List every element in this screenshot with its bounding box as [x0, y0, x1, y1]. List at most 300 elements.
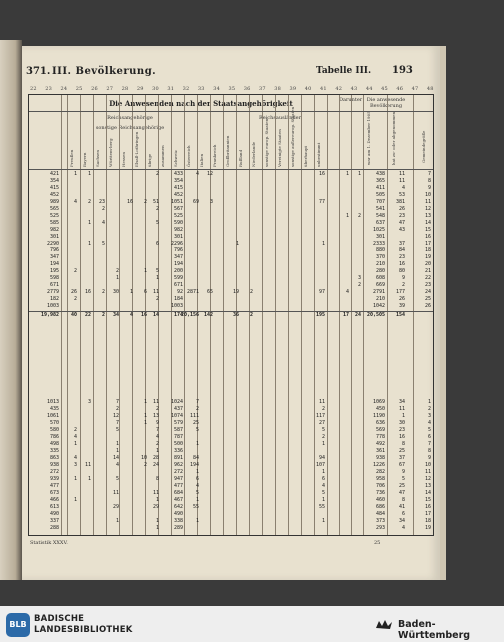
table-cell: 22: [84, 312, 91, 318]
table-cell: 580: [49, 427, 59, 433]
table-cell: 338: [173, 518, 183, 524]
table-cell: 1: [321, 240, 325, 247]
table-cell: 97: [318, 289, 325, 296]
right-sub-change: hat zu- oder abgenommen: [391, 111, 396, 165]
table-cell: 16: [126, 198, 133, 205]
section-title: III. Bevölkerung.: [52, 66, 157, 77]
table-cell: 863: [49, 455, 59, 461]
table-cell: 1: [235, 240, 239, 247]
table-cell: 525: [173, 212, 183, 219]
column-number: 35: [228, 86, 236, 92]
table-cell: 7: [115, 399, 119, 405]
table-cell: 15: [424, 226, 431, 233]
column-label: Elsaß-Lothringen: [134, 131, 139, 167]
table-cell: 1: [143, 420, 147, 426]
table-cell: 4: [155, 434, 159, 440]
table-cell: 174: [173, 312, 183, 318]
table-cell: 2: [155, 441, 159, 447]
table-cell: 55: [192, 504, 199, 510]
table-cell: 1: [155, 518, 159, 524]
table-cell: 19: [424, 525, 431, 531]
table-cell: 8: [427, 177, 431, 184]
table-cell: 590: [173, 219, 183, 226]
table-cell: 26: [398, 205, 405, 212]
column-number: 38: [274, 86, 282, 92]
table-cell: 891: [173, 455, 183, 461]
table-cell: 1: [143, 399, 147, 405]
table-cell: 182: [49, 296, 59, 303]
table-cell: 23: [424, 282, 431, 289]
table-cell: 2: [249, 289, 253, 296]
table-cell: 938: [49, 462, 59, 468]
table-cell: 1: [73, 171, 77, 177]
table-row: [29, 296, 433, 303]
table-cell: 498: [49, 441, 59, 447]
table-cell: 23: [398, 254, 405, 261]
table-cell: 5: [195, 490, 199, 496]
table-cell: 6: [195, 476, 199, 482]
table-cell: 8: [155, 476, 159, 482]
column-label: Schweiz: [173, 150, 178, 167]
table-cell: 347: [173, 254, 183, 261]
table-cell: 29: [152, 504, 159, 510]
table-cell: 36: [232, 312, 239, 318]
table-cell: 4: [73, 455, 77, 461]
table-cell: 9: [401, 275, 405, 282]
table-cell: 9: [427, 455, 431, 461]
table-cell: 1: [357, 171, 361, 177]
table-cell: 2: [155, 406, 159, 412]
table-cell: 34: [398, 518, 405, 524]
table-cell: 2: [155, 205, 159, 212]
book-spine: [0, 40, 22, 580]
table-cell: 2296: [170, 240, 183, 247]
table-cell: 7: [427, 441, 431, 447]
table-cell: 5: [401, 476, 405, 482]
table-cell: 1190: [372, 413, 385, 419]
table-cell: 452: [49, 191, 59, 198]
table-cell: 11: [152, 490, 159, 496]
table-row: [29, 192, 433, 199]
table-cell: 335: [49, 448, 59, 454]
table-cell: 6: [321, 476, 325, 482]
table-cell: 154: [395, 312, 405, 318]
table-cell: 2871: [186, 289, 199, 296]
table-cell: 92: [176, 289, 183, 296]
table-cell: 8: [401, 497, 405, 503]
table-cell: 938: [375, 455, 385, 461]
table-cell: 111: [189, 413, 199, 419]
table-cell: 200: [173, 268, 183, 275]
table-cell: 686: [375, 504, 385, 510]
column-label: übrige: [147, 153, 152, 167]
table-cell: 1226: [372, 462, 385, 468]
page-footer: [30, 540, 430, 546]
table-row: [29, 282, 433, 289]
table-cell: 492: [375, 441, 385, 447]
table-row: [29, 220, 433, 227]
table-cell: 4: [427, 420, 431, 426]
column-number: 32: [182, 86, 190, 92]
table-cell: 142: [203, 312, 213, 318]
table-cell: 24: [424, 289, 431, 296]
table-cell: 548: [375, 212, 385, 219]
table-cell: 30: [398, 420, 405, 426]
table-cell: 2: [357, 282, 361, 289]
table-cell: 2333: [372, 240, 385, 247]
column-number: 29: [136, 86, 144, 92]
table-cell: 2: [87, 198, 91, 205]
table-cell: 5: [427, 427, 431, 433]
table-cell: 706: [375, 483, 385, 489]
table-cell: 778: [375, 434, 385, 440]
table-cell: 18: [424, 247, 431, 254]
column-number-row: [30, 86, 434, 92]
column-number: 46: [396, 86, 404, 92]
table-cell: 2: [101, 205, 105, 212]
column-label: Großbritannien: [225, 135, 230, 167]
table-cell: 585: [49, 219, 59, 226]
table-row: [29, 490, 433, 497]
column-label: Württem-berg: [108, 138, 113, 167]
table-cell: 5: [321, 427, 325, 433]
table-cell: 490: [173, 511, 183, 517]
table-cell: 4: [401, 184, 405, 191]
table-cell: 16: [140, 312, 147, 318]
table-cell: 39: [398, 303, 405, 310]
table-cell: 14: [112, 455, 119, 461]
table-cell: 2: [73, 427, 77, 433]
table-cell: 673: [49, 490, 59, 496]
table-cell: 669: [375, 282, 385, 289]
table-cell: 23: [398, 427, 405, 433]
column-label: Rußland: [238, 149, 243, 167]
table-cell: 1: [87, 476, 91, 482]
column-label: überhaupt: [303, 145, 308, 167]
table-cell: 671: [173, 282, 183, 289]
column-label: Frankreich: [212, 144, 217, 167]
table-cell: 67: [398, 462, 405, 468]
table-cell: 3: [427, 413, 431, 419]
table-cell: 2: [73, 268, 77, 275]
column-number: 37: [258, 86, 266, 92]
table-row: [29, 462, 433, 469]
table-cell: 2: [321, 434, 325, 440]
table-cell: 437: [173, 406, 183, 412]
table-cell: 2: [101, 312, 105, 318]
library-name-line-1: BADISCHE: [34, 614, 85, 624]
table-cell: 736: [375, 490, 385, 496]
table-cell: 1061: [46, 413, 59, 419]
table-cell: 354: [49, 177, 59, 184]
column-label: unbestimmt: [316, 142, 321, 167]
table-cell: 467: [173, 497, 183, 503]
table-cell: 636: [375, 420, 385, 426]
table-row: [29, 213, 433, 220]
table-cell: 796: [49, 247, 59, 254]
table-cell: 336: [173, 448, 183, 454]
table-cell: 411: [375, 184, 385, 191]
table-cell: 570: [49, 420, 59, 426]
table-cell: 11: [398, 406, 405, 412]
table-cell: 1: [115, 275, 119, 282]
table-cell: 288: [49, 525, 59, 531]
table-cell: 1: [401, 413, 405, 419]
column-number: 31: [167, 86, 175, 92]
table-cell: 1: [73, 441, 77, 447]
table-cell: 12: [424, 476, 431, 482]
table-cell: 1003: [170, 303, 183, 310]
table-cell: 107: [315, 462, 325, 468]
table-cell: 51: [152, 198, 159, 205]
table-cell: 2: [401, 282, 405, 289]
table-cell: 671: [49, 282, 59, 289]
table-cell: 4: [73, 198, 77, 205]
column-label: Niederlande: [251, 141, 256, 167]
column-number: 44: [365, 86, 373, 92]
table-cell: 939: [49, 476, 59, 482]
table-cell: 16: [424, 504, 431, 510]
table-cell: 9: [427, 184, 431, 191]
table-cell: 1: [195, 497, 199, 503]
table-cell: 1: [155, 497, 159, 503]
table-cell: 21: [424, 268, 431, 275]
table-cell: 460: [375, 497, 385, 503]
table-cell: 1: [73, 476, 77, 482]
table-cell: 1: [87, 219, 91, 226]
table-cell: 9: [401, 469, 405, 475]
table-cell: 11: [152, 399, 159, 405]
column-number: 23: [45, 86, 53, 92]
table-cell: 34: [398, 399, 405, 405]
column-number: 40: [304, 86, 312, 92]
right-page-edge: [440, 46, 446, 580]
table-cell: 5: [115, 427, 119, 433]
table-cell: 2: [73, 296, 77, 303]
table-cell: 361: [375, 448, 385, 454]
table-cell: 1: [345, 171, 349, 177]
table-row: [29, 427, 433, 434]
table-cell: 608: [375, 275, 385, 282]
table-cell: 1: [345, 212, 349, 219]
table-row: [29, 241, 433, 248]
table-cell: 7: [195, 399, 199, 405]
table-cell: 2: [155, 171, 159, 177]
header-rule-1: [29, 111, 433, 112]
table-cell: 1: [321, 441, 325, 447]
table-cell: 12: [424, 205, 431, 212]
table-cell: 1: [321, 497, 325, 503]
table-cell: 2791: [372, 289, 385, 296]
table-cell: 301: [49, 233, 59, 240]
table-cell: 7: [155, 427, 159, 433]
table-row: [29, 476, 433, 483]
table-cell: 23: [398, 212, 405, 219]
table-cell: 15: [424, 497, 431, 503]
table-cell: 1042: [372, 303, 385, 310]
table-cell: 7: [427, 171, 431, 177]
table-cell: 293: [375, 525, 385, 531]
table-cell: 1: [321, 518, 325, 524]
table-cell: 6: [401, 511, 405, 517]
table-cell: 11: [398, 177, 405, 184]
table-row: [29, 185, 433, 192]
table-cell: 1: [195, 518, 199, 524]
table-cell: 25: [398, 483, 405, 489]
table-cell: 880: [375, 247, 385, 254]
footer-right: 25: [374, 540, 381, 546]
table-cell: 958: [375, 476, 385, 482]
table-row: [29, 518, 433, 525]
table-cell: 301: [173, 233, 183, 240]
table-cell: 787: [173, 434, 183, 440]
table-cell: 2: [115, 406, 119, 412]
table-cell: 354: [173, 177, 183, 184]
sum-rule: [29, 311, 433, 312]
table-row: [29, 455, 433, 462]
table-row: [29, 525, 433, 532]
table-row: [29, 469, 433, 476]
table-cell: 26: [70, 289, 77, 296]
table-cell: 684: [173, 490, 183, 496]
table-cell: 17: [342, 312, 349, 318]
table-cell: 1: [115, 441, 119, 447]
table-cell: 184: [173, 296, 183, 303]
table-row: [29, 234, 433, 241]
table-cell: 3: [73, 462, 77, 468]
table-cell: 484: [375, 511, 385, 517]
table-cell: 9: [155, 420, 159, 426]
table-cell: 466: [49, 497, 59, 503]
table-cell: 2: [115, 268, 119, 275]
column-number: 45: [381, 86, 388, 92]
right-header-population: Die anwesende Bevölkerung: [366, 97, 406, 109]
table-cell: 3: [357, 275, 361, 282]
table-cell: 982: [49, 226, 59, 233]
column-number: 25: [75, 86, 83, 92]
table-cell: 69: [192, 198, 199, 205]
table-cell: 1013: [46, 399, 59, 405]
table-cell: 370: [375, 254, 385, 261]
table-cell: 301: [375, 233, 385, 240]
table-cell: 2290: [46, 240, 59, 247]
table-cell: 8: [427, 448, 431, 454]
table-cell: 1: [143, 413, 147, 419]
column-label: zusammen: [160, 145, 165, 167]
table-row: [29, 497, 433, 504]
table-row: [29, 448, 433, 455]
table-cell: 55: [318, 504, 325, 510]
column-label: Preußen: [69, 149, 74, 167]
table-cell: 2: [357, 212, 361, 219]
table-cell: 1024: [170, 399, 183, 405]
table-cell: 7: [115, 420, 119, 426]
table-cell: 579: [173, 420, 183, 426]
right-header-darunter: Darunter: [339, 97, 363, 103]
table-cell: 11: [152, 289, 159, 296]
table-row: [29, 420, 433, 427]
table-cell: 19: [232, 289, 239, 296]
table-cell: 642: [173, 504, 183, 510]
column-number: 39: [289, 86, 297, 92]
table-cell: 598: [49, 275, 59, 282]
group-ausland: Reichsausländer: [258, 115, 302, 121]
table-cell: 587: [173, 427, 183, 433]
table-cell: 195: [49, 268, 59, 275]
table-cell: 20,505: [366, 312, 385, 318]
page-header: [22, 46, 440, 86]
table-cell: 1069: [372, 399, 385, 405]
table-cell: 80: [398, 268, 405, 275]
column-number: 30: [152, 86, 159, 92]
footer-left: Statistik XXXV.: [30, 540, 68, 546]
table-cell: 34: [112, 312, 119, 318]
table-cell: 2: [143, 462, 147, 468]
column-number: 34: [213, 86, 220, 92]
table-cell: 1: [73, 497, 77, 503]
table-caption: Die Anwesenden nach der Staatsangehörigkeit: [109, 99, 293, 108]
table-cell: 18: [424, 518, 431, 524]
table-cell: 194: [173, 261, 183, 268]
table-cell: 16: [318, 171, 325, 177]
table-cell: 16: [398, 434, 405, 440]
table-row: [29, 289, 433, 296]
right-sub-1905: war am 1. Dezember 1905: [366, 111, 371, 165]
table-cell: 989: [49, 198, 59, 205]
table-cell: 8: [401, 441, 405, 447]
table-cell: 1025: [372, 226, 385, 233]
table-cell: 525: [49, 212, 59, 219]
statistics-table: [28, 94, 434, 536]
table-cell: 5: [101, 240, 105, 247]
table-cell: 415: [49, 184, 59, 191]
table-cell: 282: [375, 469, 385, 475]
table-cell: 16: [424, 233, 431, 240]
table-page: [22, 46, 440, 580]
table-cell: 11: [398, 171, 405, 177]
table-cell: 5: [195, 427, 199, 433]
group-reich: Reichsangehörige: [107, 115, 153, 121]
table-cell: 65: [206, 289, 213, 296]
table-cell: 10: [140, 455, 147, 461]
table-row: [29, 303, 433, 310]
table-cell: 1: [115, 448, 119, 454]
previous-page-number: 371.: [26, 66, 51, 77]
table-row: [29, 199, 433, 206]
table-cell: 210: [375, 261, 385, 268]
table-cell: 4: [321, 483, 325, 489]
column-number: 43: [350, 86, 358, 92]
table-cell: 11: [112, 490, 119, 496]
table-cell: 16: [398, 261, 405, 268]
table-cell: 37: [398, 455, 405, 461]
table-cell: 24: [354, 312, 361, 318]
table-cell: 450: [375, 406, 385, 412]
table-cell: 452: [173, 191, 183, 198]
table-row: [29, 247, 433, 254]
table-cell: 477: [49, 483, 59, 489]
table-row: [29, 268, 433, 275]
table-cell: 94: [318, 455, 325, 461]
table-cell: 13: [424, 212, 431, 219]
table-cell: 565: [49, 205, 59, 212]
table-cell: 2: [427, 406, 431, 412]
table-cell: 1: [155, 448, 159, 454]
column-number: 36: [243, 86, 251, 92]
table-cell: 210: [375, 296, 385, 303]
table-cell: 3: [209, 198, 213, 205]
table-cell: 786: [49, 434, 59, 440]
